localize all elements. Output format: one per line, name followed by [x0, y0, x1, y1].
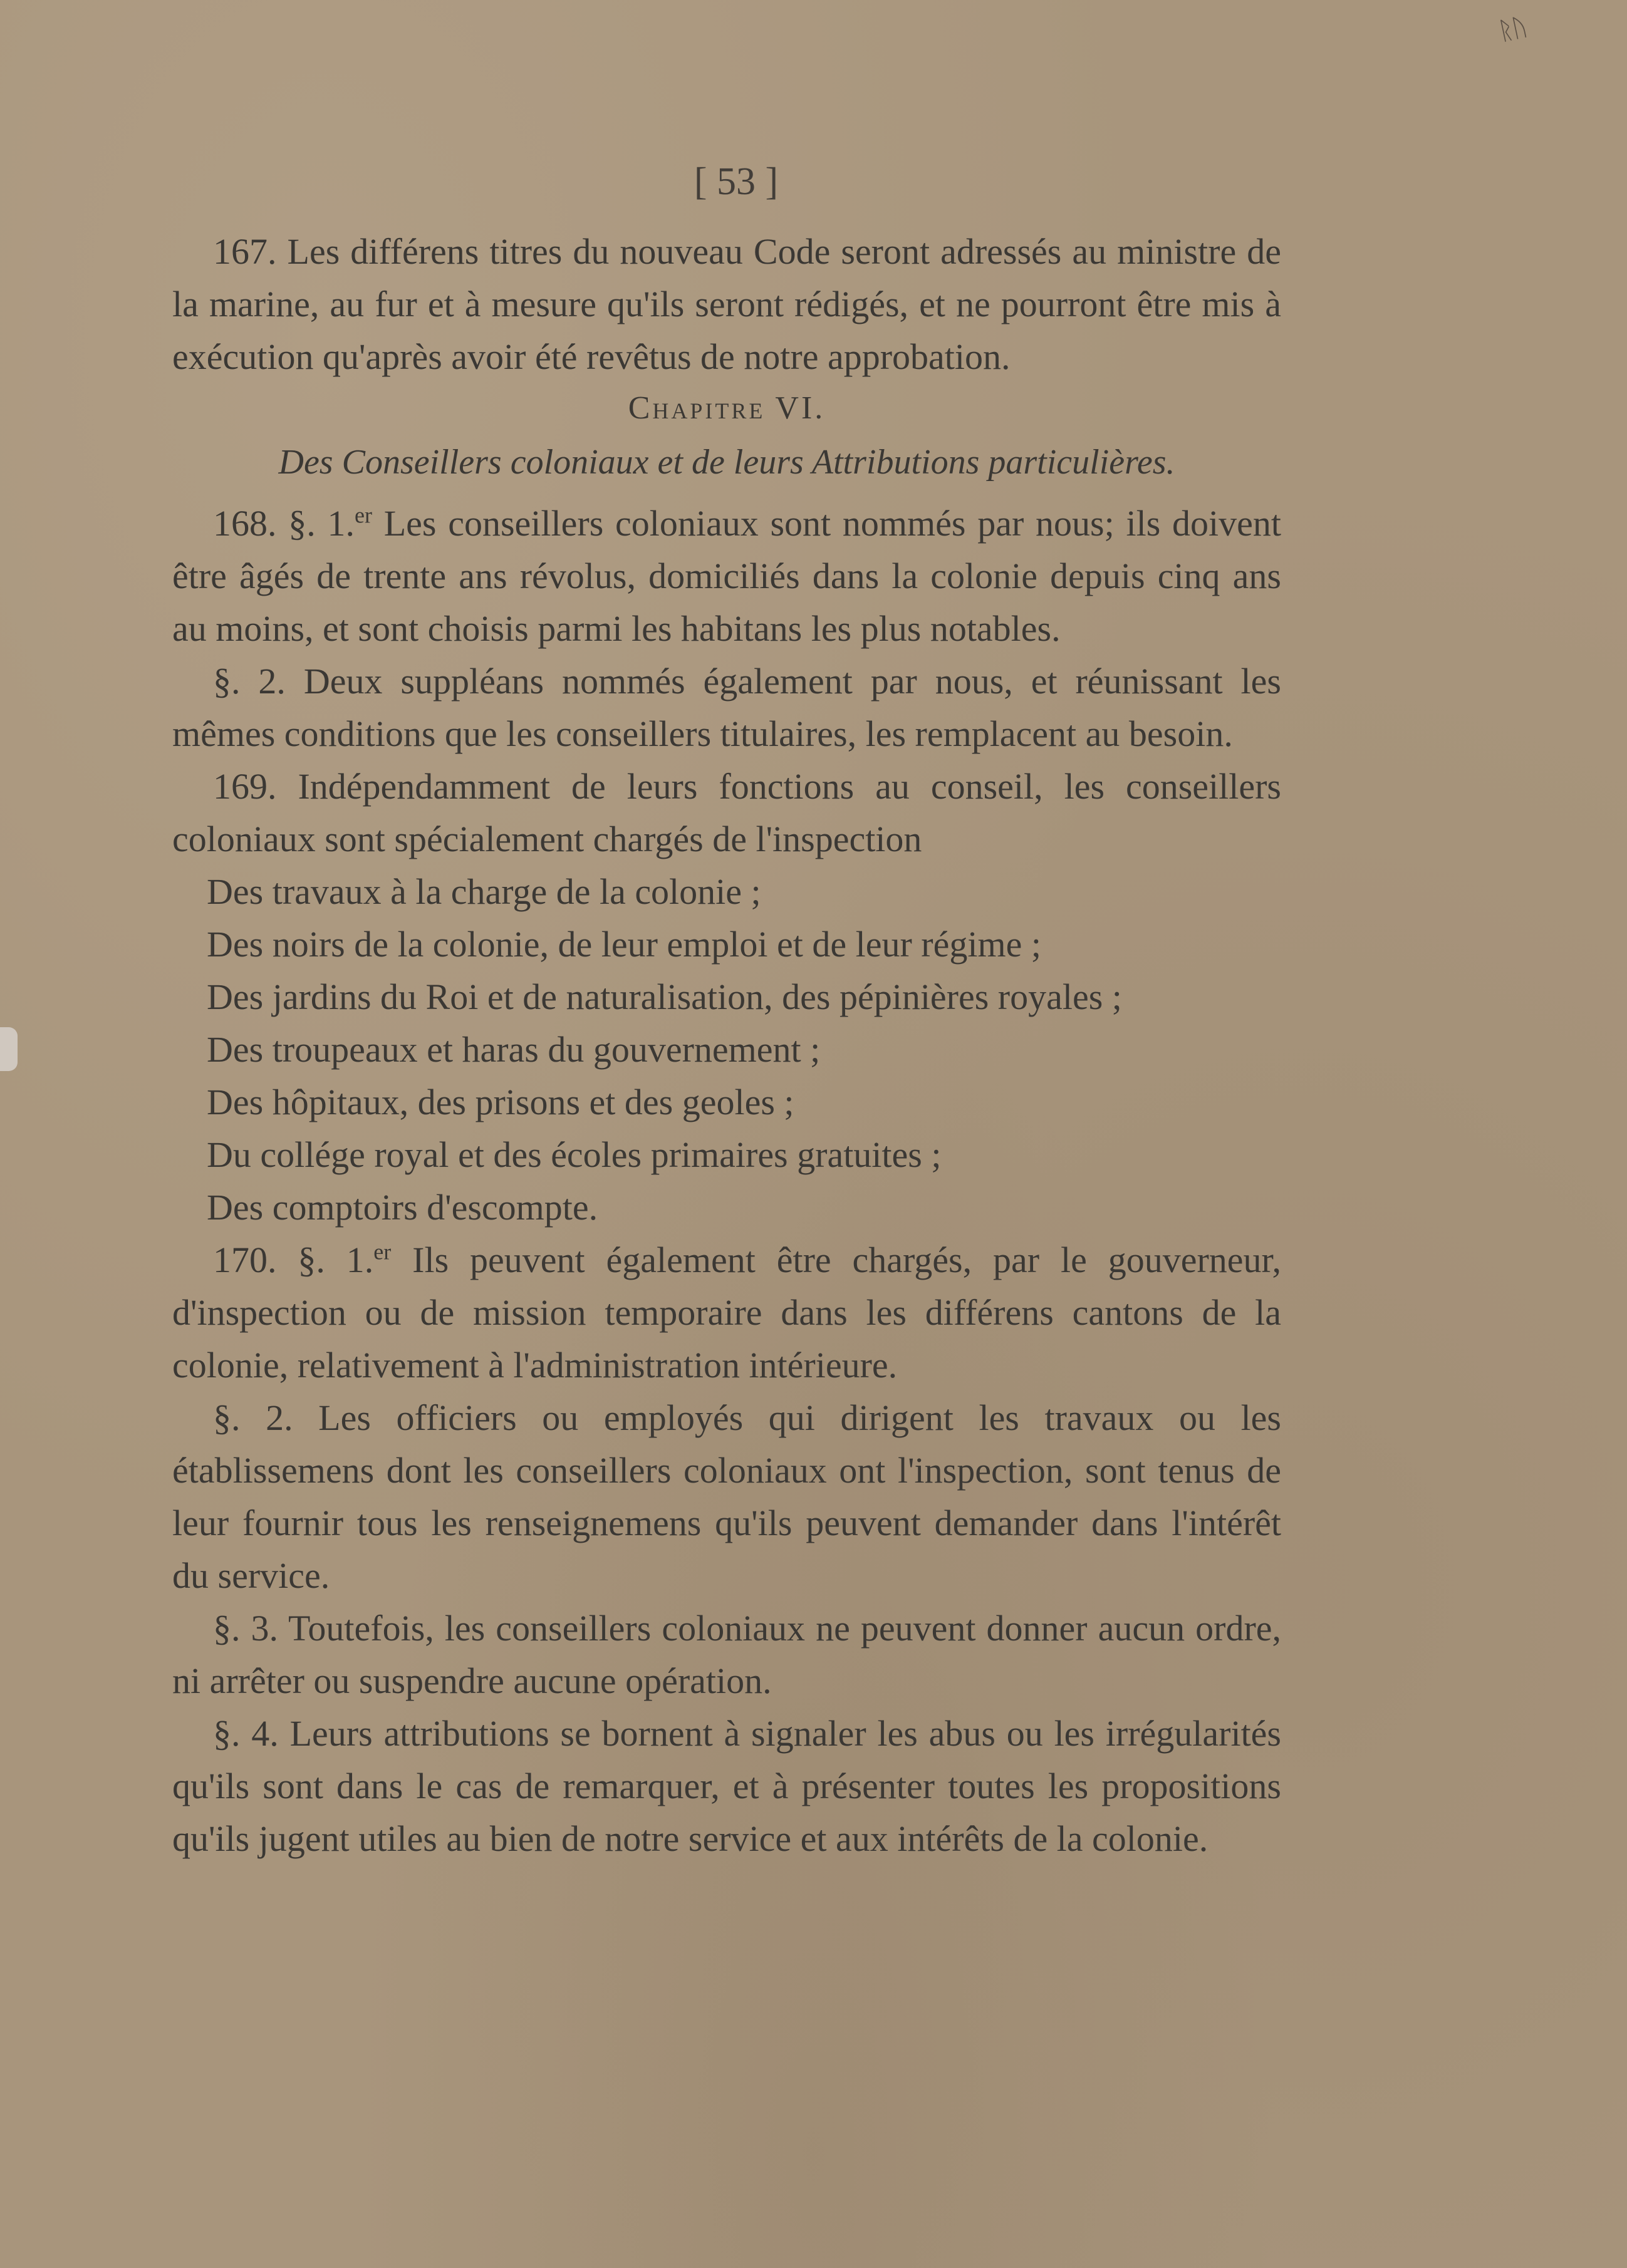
article-170-section-4: §. 4. Leurs attributions se bornent à signaler les abus ou les irrégularités qu'ils sont dans le cas de remarquer, et à présenter toutes les propositions qu'ils jugent utiles au bien de notre service et aux intérêts de la colonie.: [172, 1713, 1281, 1859]
paper-edge-damage: [0, 1027, 18, 1071]
article-170-number: 170. §. 1.: [213, 1240, 374, 1280]
article-170-section-2: §. 2. Les officiers ou employés qui dirigent les travaux ou les établissemens dont les conseillers coloniaux ont l'inspection, sont tenus de leur fournir tous les renseignemens qu'ils peuvent demander dans l'intérêt du service.: [172, 1397, 1281, 1596]
article-170-section-3: §. 3. Toutefois, les conseillers coloniaux ne peuvent donner aucun ordre, ni arrêter ou suspendre aucune opération.: [172, 1608, 1281, 1701]
article-167: 167. Les différens titres du nouveau Code seront adressés au ministre de la marine, au fur et à mesure qu'ils seront rédigés, et ne pourront être mis à exécution qu'après avoir été revêtus de notre approbation.: [172, 231, 1281, 377]
chapter-subtitle: Des Conseillers coloniaux et de leurs Attributions particulières.: [278, 443, 1175, 482]
list-item: Des comptoirs d'escompte.: [207, 1187, 598, 1228]
list-item: Des travaux à la charge de la colonie ;: [207, 871, 761, 912]
list-item: Des jardins du Roi et de naturalisation, des pépinières royales ;: [207, 976, 1122, 1017]
handwritten-corner-mark: ᚱᚢ: [1495, 12, 1529, 46]
article-170-text: Ils peuvent également être chargés, par le gouverneur, d'inspection ou de mission temporaire dans les différens cantons de la colonie, relativement à l'administration intérieure.: [172, 1240, 1282, 1385]
body-text: [172, 225, 1281, 1865]
article-168-number: 168. §. 1.: [213, 503, 355, 544]
chapter-title: Chapitre VI.: [628, 390, 826, 426]
article-168-section-1: [172, 497, 1281, 655]
ordinal-superscript: er: [373, 1239, 392, 1265]
article-168-text: Les conseillers coloniaux sont nommés par nous; ils doivent être âgés de trente ans révolus, domiciliés dans la colonie depuis cinq ans au moins, et sont choisis parmi les habitans les plus notables.: [172, 503, 1282, 649]
list-item: Des hôpitaux, des prisons et des geoles ;: [207, 1082, 794, 1122]
list-item: Des noirs de la colonie, de leur emploi et de leur régime ;: [207, 924, 1041, 965]
article-169: 169. Indépendamment de leurs fonctions au conseil, les conseillers coloniaux sont spécialement chargés de l'inspection: [172, 766, 1281, 859]
article-168-section-2: §. 2. Deux suppléans nommés également par nous, et réunissant les mêmes conditions que les conseillers titulaires, les remplacent au besoin.: [172, 661, 1281, 754]
article-170-section-1: [172, 1234, 1281, 1392]
list-item: Des troupeaux et haras du gouvernement ;: [207, 1029, 821, 1070]
page-number: [ 53 ]: [694, 160, 779, 203]
list-item: Du collége royal et des écoles primaires gratuites ;: [207, 1134, 942, 1175]
ordinal-superscript: er: [355, 502, 372, 528]
